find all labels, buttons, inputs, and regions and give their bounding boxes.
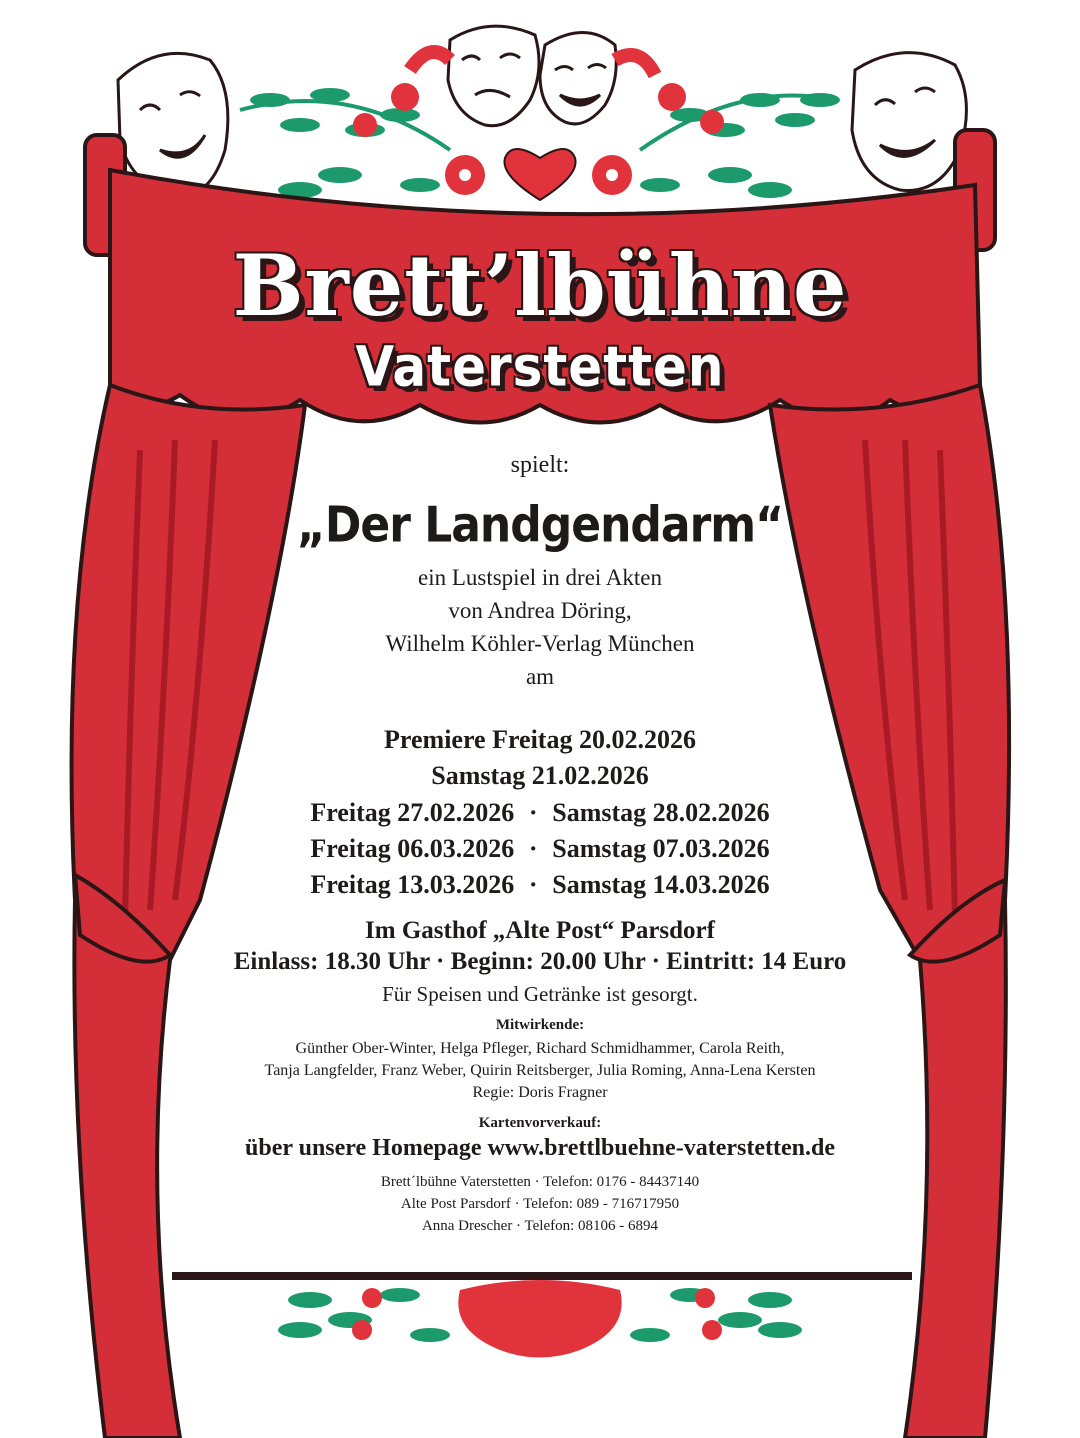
heart-icon [504,149,575,200]
venue-details: Einlass: 18.30 Uhr · Beginn: 20.00 Uhr · Eintritt: 14 Euro [233,948,847,975]
troupe-name: Brett’lbühne [232,236,848,335]
date-separator: · [528,798,538,827]
tickets-homepage[interactable]: über unsere Homepage www.brettlbuehne-vaterstetten.de [245,1135,835,1161]
am-label: am [525,664,555,689]
cast-line-2: Tanja Langfelder, Franz Weber, Quirin Reitsberger, Julia Roming, Anna-Lena Kersten [264,1062,816,1079]
date-row [0,870,1080,900]
tickets-heading: Kartenvorverkauf: [478,1115,602,1131]
play-title: „Der Landgendarm“ [296,496,784,555]
date-separator: · [528,870,538,899]
theatre-mask-icon [852,53,966,191]
play-description: ein Lustspiel in drei Akten [417,565,662,590]
play-publisher: Wilhelm Köhler-Verlag München [385,631,695,656]
date-row [0,834,1080,864]
date-row [0,798,1080,828]
director: Regie: Doris Fragner [472,1084,608,1101]
cast-heading: Mitwirkende: [495,1017,585,1033]
date-left: Freitag 13.03.2026 [310,870,515,899]
contact-line: Brett´lbühne Vaterstetten · Telefon: 0176 - 84437140 [380,1174,700,1190]
contact-line: Anna Drescher · Telefon: 08106 - 6894 [421,1218,659,1234]
troupe-location: Vaterstetten [355,335,725,399]
date-left: Freitag 27.02.2026 [310,798,515,827]
date-right: Samstag 14.03.2026 [552,870,770,899]
venue-food-note: Für Speisen und Getränke ist gesorgt. [382,982,698,1006]
venue-location: Im Gasthof „Alte Post“ Parsdorf [365,917,715,944]
date-right: Samstag 28.02.2026 [552,798,770,827]
play-author: von Andrea Döring, [448,598,632,623]
cast-line-1: Günther Ober-Winter, Helga Pfleger, Richard Schmidhammer, Carola Reith, [295,1040,785,1057]
date-separator: · [528,834,538,863]
date-right: Samstag 07.03.2026 [552,834,770,863]
second-date: Samstag 21.02.2026 [431,761,649,790]
date-left: Freitag 06.03.2026 [310,834,515,863]
theatre-mask-icon [448,26,616,126]
contact-line: Alte Post Parsdorf · Telefon: 089 - 716717950 [400,1196,680,1212]
spielt-label: spielt: [510,452,570,478]
premiere-date: Premiere Freitag 20.02.2026 [384,725,696,754]
